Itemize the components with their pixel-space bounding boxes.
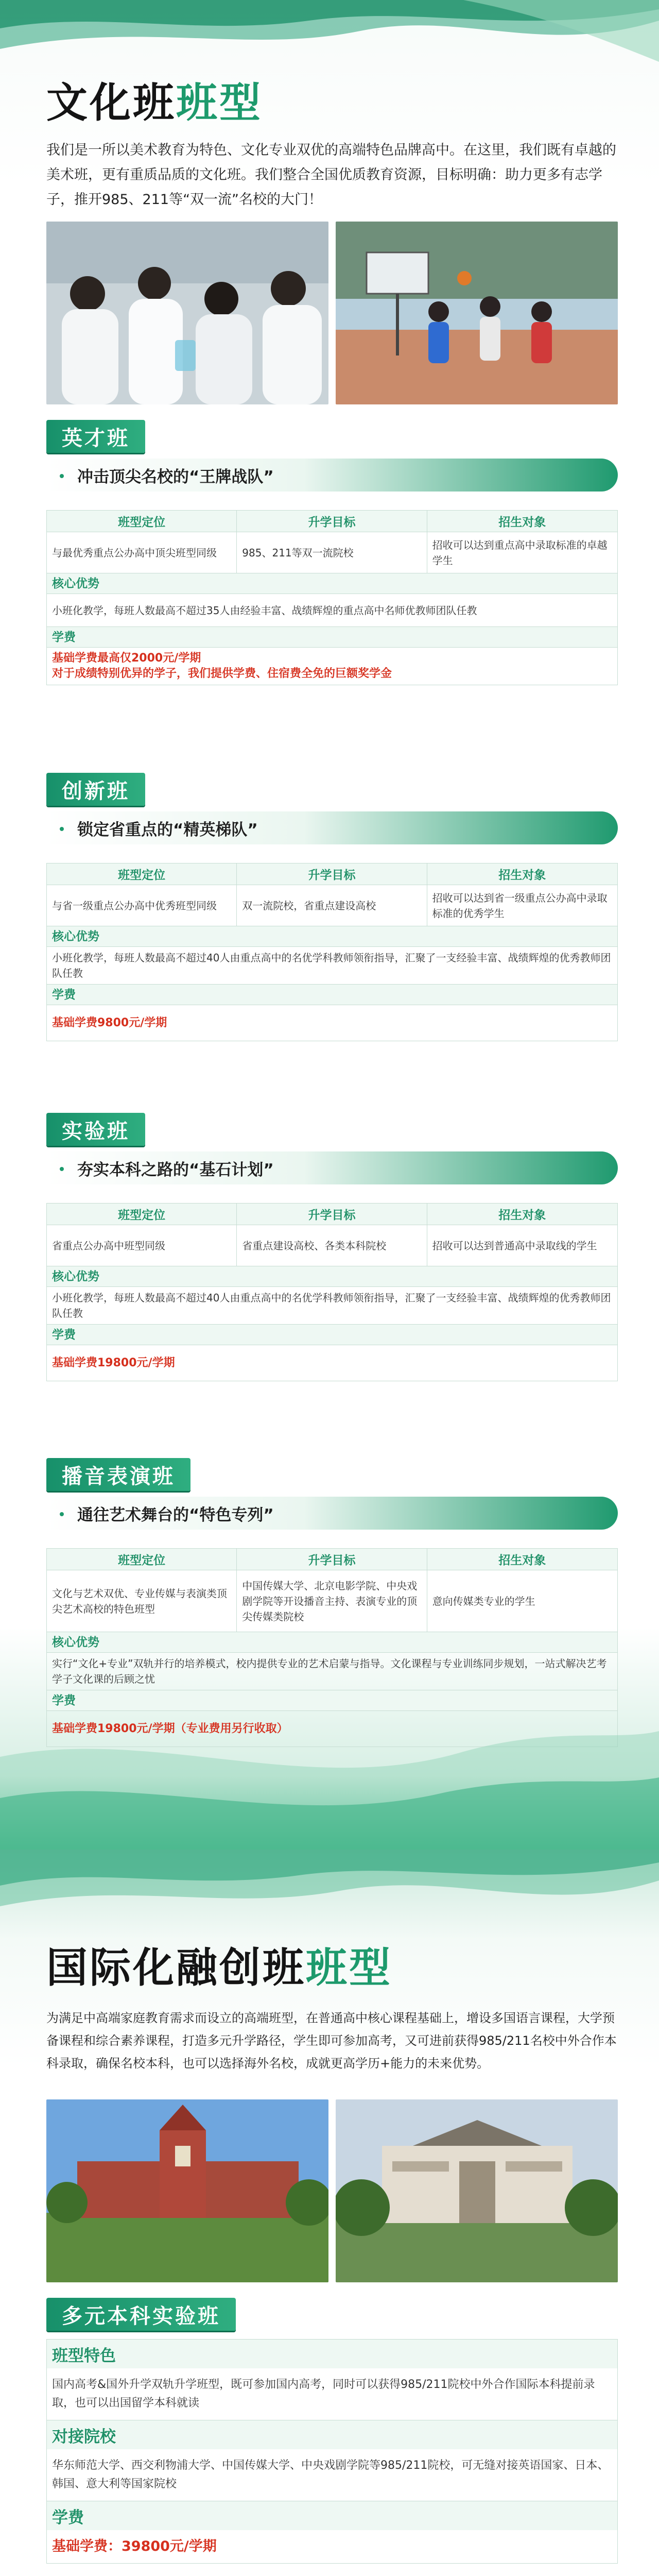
- title-main: 国际化融创班: [46, 1944, 306, 1992]
- slogan-text: 夯实本科之路的“基石计划”: [77, 1160, 274, 1179]
- slogan-text: 通往艺术舞台的“特色专列”: [77, 1505, 274, 1524]
- cell-position: 文化与艺术双优、专业传媒与表演类顶尖艺术高校的特色班型: [47, 1570, 237, 1632]
- fee-amount: 基础学费最高仅2000元/学期: [52, 652, 201, 665]
- core-title: 核心优势: [47, 1266, 618, 1287]
- cell-position: 与最优秀重点公办高中顶尖班型同级: [47, 532, 237, 573]
- top-wave-decoration: [0, 1850, 659, 1947]
- header-position: 班型定位: [47, 511, 237, 532]
- class-slogan-chuangxin: [46, 811, 618, 844]
- core-title: 核心优势: [47, 1632, 618, 1653]
- cell-audience: 招收可以达到省一级重点公办高中录取标准的优秀学生: [427, 885, 617, 926]
- class-label-boyin: 播音表演班: [46, 1458, 190, 1491]
- class-label-yingcai: 英才班: [46, 420, 145, 453]
- header-position: 班型定位: [47, 1549, 237, 1570]
- header-position: 班型定位: [47, 1204, 237, 1225]
- class-slogan-yingcai: [46, 459, 618, 492]
- core-title: 核心优势: [47, 926, 618, 947]
- cell-position: 省重点公办高中班型同级: [47, 1225, 237, 1266]
- class-label-duoyuan: 多元本科实验班: [46, 2298, 236, 2331]
- section-title: 对接院校: [47, 2420, 617, 2449]
- international-class-poster: [0, 1850, 659, 2576]
- intro-paragraph: 为满足中高端家庭教育需求而设立的高端班型，在普通高中核心课程基础上，增设多国语言课程，大学预备课程和综合素养课程，打造多元升学路径，学生即可参加高考，又可进前获得985/211名校中外合作本科录取，确保名校本科，也可以选择海外名校，成就更高学历+能力的未来优势。: [46, 2011, 617, 2071]
- header-position: 班型定位: [47, 863, 237, 885]
- title-main: 文化班: [46, 79, 176, 127]
- cell-target: 中国传媒大学、北京电影学院、中央戏剧学院等开设播音主持、表演专业的顶尖传媒类院校: [237, 1570, 427, 1632]
- bullet-dot-icon: [60, 827, 64, 831]
- slogan-text: 冲击顶尖名校的“王牌战队”: [77, 467, 274, 486]
- class-label-shiyan: 实验班: [46, 1113, 145, 1146]
- core-title: 核心优势: [47, 573, 618, 594]
- cell-audience: 招收可以达到普通高中录取线的学生: [427, 1225, 617, 1266]
- fee-text: 基础学费：39800元/学期: [52, 2538, 217, 2554]
- header-target: 升学目标: [237, 511, 427, 532]
- section-title: 学费: [47, 2501, 617, 2530]
- slogan-text: 锁定省重点的“精英梯队”: [77, 820, 258, 839]
- campus-building-photo: [336, 2099, 618, 2282]
- fee-title: 学费: [47, 627, 618, 648]
- header-audience: 招生对象: [427, 863, 617, 885]
- section-text: 国内高考&国外升学双轨升学班型，既可参加国内高考，同时可以获得985/211院校中外合作国际本科提前录取，也可以出国留学本科就读: [47, 2368, 617, 2420]
- header-audience: 招生对象: [427, 511, 617, 532]
- university-campus-photo: [46, 2099, 328, 2282]
- cell-target: 省重点建设高校、各类本科院校: [237, 1225, 427, 1266]
- class-slogan-shiyan: [46, 1151, 618, 1184]
- fee-text: 基础学费9800元/学期: [47, 1005, 618, 1041]
- fee-scholarship: 对于成绩特别优异的学子，我们提供学费、住宿费全免的巨额奖学金: [52, 667, 392, 680]
- core-text: 小班化教学，每班人数最高不超过35人由经验丰富、战绩辉煌的重点高中名师优教师团队任教: [47, 594, 618, 627]
- lab-students-photo: [46, 222, 328, 404]
- class-block-duoyuan: [46, 2339, 618, 2564]
- poster-title: [46, 1937, 392, 1994]
- header-audience: 招生对象: [427, 1204, 617, 1225]
- bullet-dot-icon: [60, 1167, 64, 1171]
- fee-text: [47, 648, 618, 685]
- section-text: 华东师范大学、西交利物浦大学、中国传媒大学、中央戏剧学院等985/211院校，可无缝对接英语国家、日本、韩国、意大利等国家院校: [47, 2449, 617, 2501]
- fee-title: 学费: [47, 985, 618, 1005]
- bullet-dot-icon: [60, 1512, 64, 1516]
- header-target: 升学目标: [237, 863, 427, 885]
- class-slogan-boyin: [46, 1497, 618, 1530]
- core-text: 小班化教学，每班人数最高不超过40人由重点高中的名优学科教师领衔指导，汇聚了一支经验丰富、战绩辉煌的优秀教师团队任教: [47, 947, 618, 985]
- fee-text: 基础学费19800元/学期: [47, 1345, 618, 1381]
- poster-title: [46, 72, 263, 129]
- class-table-shiyan: [46, 1203, 618, 1381]
- fee-text: 基础学费19800元/学期（专业费用另行收取）: [47, 1711, 618, 1747]
- bottom-wave-decoration: [0, 1695, 659, 1850]
- class-table-chuangxin: [46, 863, 618, 1041]
- cell-position: 与省一级重点公办高中优秀班型同级: [47, 885, 237, 926]
- fee-title: 学费: [47, 1690, 618, 1711]
- core-text: 实行“文化+专业”双轨并行的培养模式，校内提供专业的艺术启蒙与指导。文化课程与专业训练同步规划，一站式解决艺考学子文化课的后顾之忧: [47, 1653, 618, 1690]
- class-label-chuangxin: 创新班: [46, 773, 145, 806]
- cell-target: 双一流院校，省重点建设高校: [237, 885, 427, 926]
- section-title: 班型特色: [47, 2340, 617, 2368]
- header-audience: 招生对象: [427, 1549, 617, 1570]
- cell-audience: 招收可以达到重点高中录取标准的卓越学生: [427, 532, 617, 573]
- fee-title: 学费: [47, 1325, 618, 1345]
- header-target: 升学目标: [237, 1204, 427, 1225]
- title-accent: 班型: [306, 1944, 392, 1992]
- basketball-photo: [336, 222, 618, 404]
- photo-row: [46, 2099, 618, 2282]
- cell-target: 985、211等双一流院校: [237, 532, 427, 573]
- core-text: 小班化教学，每班人数最高不超过40人由重点高中的名优学科教师领衔指导，汇聚了一支经验丰富、战绩辉煌的优秀教师团队任教: [47, 1287, 618, 1325]
- bullet-dot-icon: [60, 474, 64, 478]
- class-table-yingcai: [46, 510, 618, 685]
- intro-paragraph: 我们是一所以美术教育为特色、文化专业双优的高端特色品牌高中。在这里，我们既有卓越的美术班，更有重质品质的文化班。我们整合全国优质教育资源，目标明确：助力更多有志学子，推开985、211等“双一流”名校的大门！: [46, 142, 616, 208]
- title-accent: 班型: [176, 79, 263, 127]
- cell-audience: 意向传媒类专业的学生: [427, 1570, 617, 1632]
- photo-row: [46, 222, 618, 404]
- header-target: 升学目标: [237, 1549, 427, 1570]
